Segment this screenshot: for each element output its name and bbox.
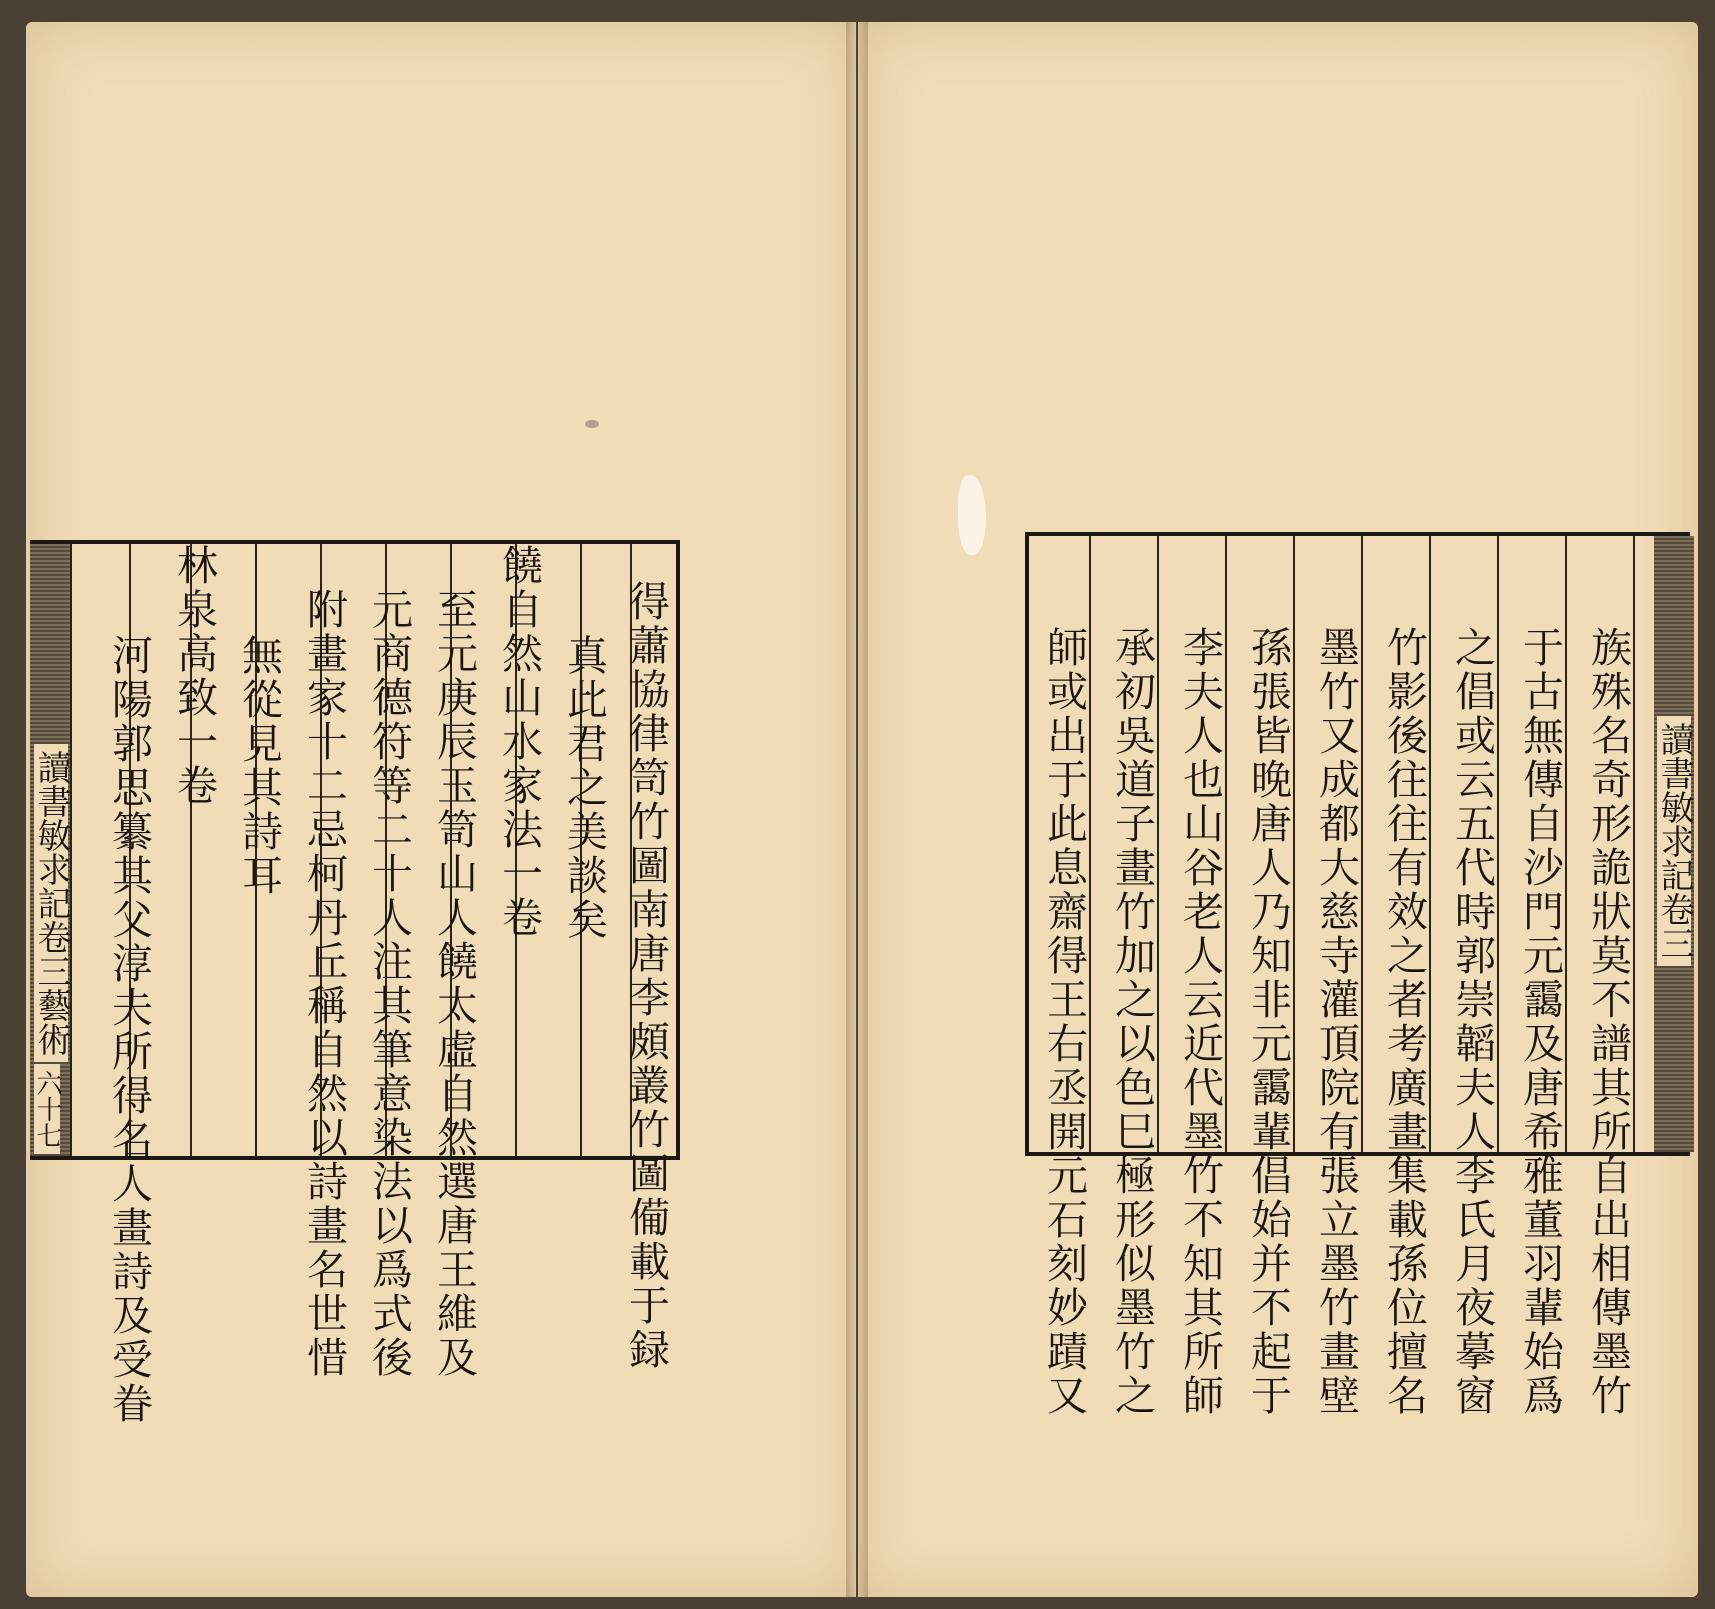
text-column-3: 饒自然山水家法一卷 [495, 544, 543, 940]
column-rule [1429, 536, 1431, 1152]
text-column-9: 師或出于此息齋得王右丞開元石刻妙蹟又 [1040, 626, 1088, 1418]
left-page-number: 六十七 [34, 1064, 60, 1154]
column-rule [1157, 536, 1159, 1152]
column-rule [1225, 536, 1227, 1152]
text-column-7: 無從見其詩耳 [235, 634, 283, 898]
text-column-5: 墨竹又成都大慈寺灌頂院有張立墨竹畫壁 [1312, 626, 1360, 1418]
text-column-8: 林泉高致一卷 [170, 544, 218, 808]
text-column-4: 至元庚辰玉笥山人饒太虛自然選唐王維及 [430, 588, 478, 1380]
column-rule [1089, 536, 1091, 1152]
column-rule [1361, 536, 1363, 1152]
column-rule [1497, 536, 1499, 1152]
text-column-6: 附畫家十二忌柯丹丘稱自然以詩畫名世惜 [300, 588, 348, 1380]
text-column-4: 竹影後往往有效之者考廣畫集載孫位擅名 [1380, 626, 1428, 1418]
column-rule [1633, 536, 1635, 1152]
text-column-5: 元商德符等二十人注其筆意染法以爲式後 [365, 588, 413, 1380]
paper-stain [585, 420, 599, 428]
text-column-8: 承初吳道子畫竹加之以色巳極形似墨竹之 [1108, 626, 1156, 1418]
text-column-7: 李夫人也山谷老人云近代墨竹不知其所師 [1176, 626, 1224, 1418]
book-gutter [846, 22, 868, 1597]
column-rule [70, 544, 72, 1156]
text-column-6: 孫張皆晚唐人乃知非元靄輩倡始并不起于 [1244, 626, 1292, 1418]
column-rule [1565, 536, 1567, 1152]
text-column-2: 于古無傳自沙門元靄及唐希雅董羽輩始爲 [1516, 626, 1564, 1418]
column-rule [1293, 536, 1295, 1152]
text-column-3: 之倡或云五代時郭崇韜夫人李氏月夜摹窗 [1448, 626, 1496, 1418]
left-margin-title: 讀書敏求記卷三藝術 [34, 744, 68, 1062]
text-column-1: 得蕭協律笥竹圖南唐李頗叢竹圖僃載于録 [622, 580, 670, 1372]
left-text-frame [30, 540, 680, 1426]
text-column-2: 真此君之美談矣 [560, 634, 608, 942]
right-margin-title: 讀書敏求記卷三 [1657, 716, 1691, 966]
text-column-9: 河陽郭思纂其父淳夫所得名人畫詩及受眷 [105, 634, 153, 1426]
right-text-frame [1025, 532, 1694, 1418]
text-column-1: 族殊名奇形詭狀莫不譜其所自出相傳墨竹 [1584, 626, 1632, 1418]
